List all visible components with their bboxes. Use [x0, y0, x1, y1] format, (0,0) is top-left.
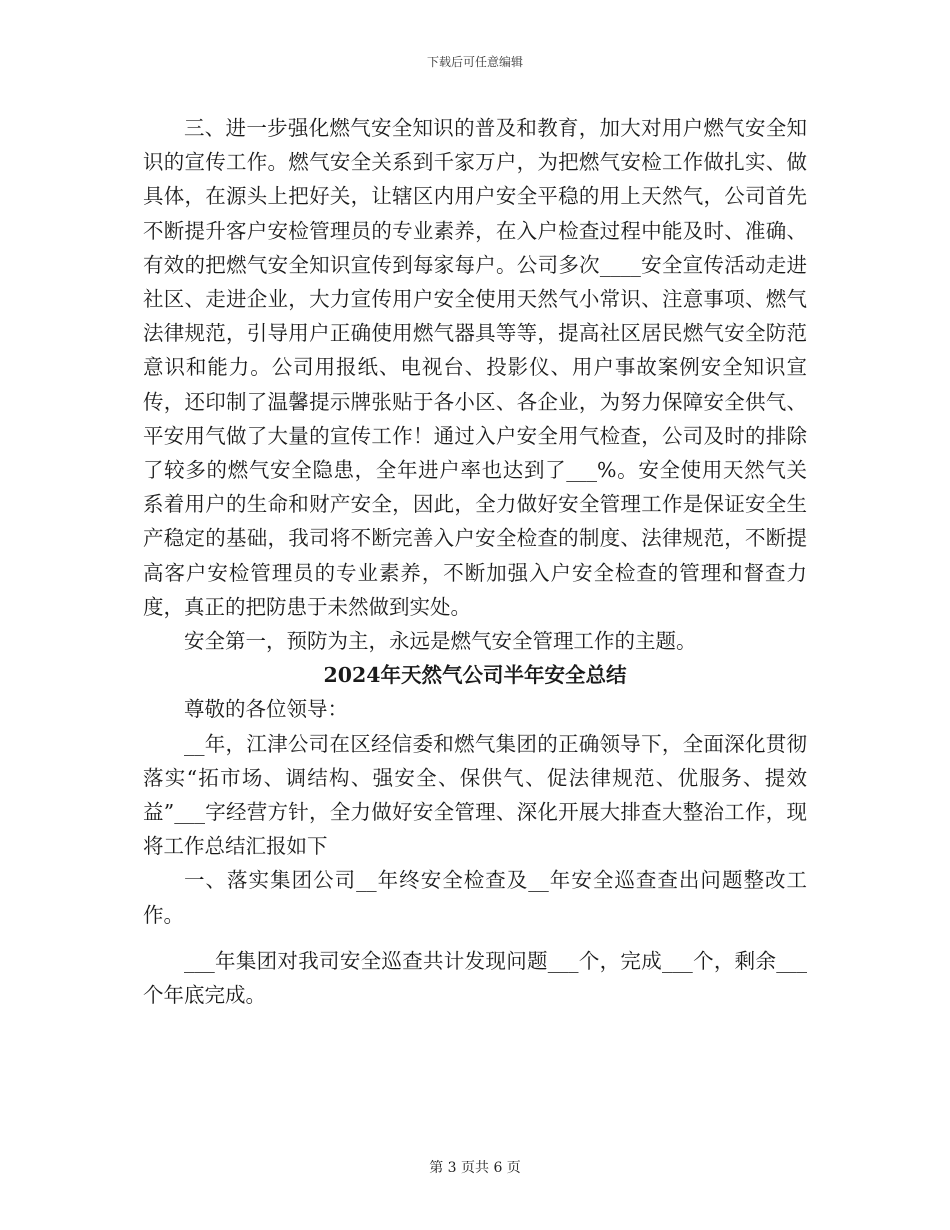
- page-header-note: 下载后可任意编辑: [426, 55, 523, 69]
- paragraph-section-one: 一、落实集团公司__年终安全检查及__年安全巡查查出问题整改工作。: [143, 868, 807, 927]
- salutation: 尊敬的各位领导：: [184, 697, 348, 722]
- paragraph-safety-first: 安全第一，预防为主，永远是燃气安全管理工作的主题。: [184, 629, 697, 654]
- paragraph-intro: __年，江津公司在区经信委和燃气集团的正确领导下，全面深化贯彻落实“拓市场、调结构、强安全、保供气、促法律规范、优服务、提效益”___字经营方针，全力做好安全管理、深化开展大排查大整治工作，现将工作总结汇报如下: [143, 731, 807, 859]
- paragraph-inspection-results: ___年集团对我司安全巡查共计发现问题___个，完成___个，剩余___个年底完成。: [143, 948, 807, 1008]
- page-number: 第 3 页共 6 页: [429, 1160, 521, 1176]
- document-body: [143, 111, 807, 1012]
- paragraph-safety-education: 三、进一步强化燃气安全知识的普及和教育，加大对用户燃气安全知识的宣传工作。燃气安全关系到千家万户，为把燃气安检工作做扎实、做具体，在源头上把好关，让辖区内用户安全平稳的用上天然气，公司首先不断提升客户安检管理员的专业素养，在入户检查过程中能及时、准确、有效的把燃气安全知识宣传到每家每户。公司多次____安全宣传活动走进社区、走进企业，大力宣传用户安全使用天然气小常识、注意事项、燃气法律规范，引导用户正确使用燃气器具等等，提高社区居民燃气安全防范意识和能力。公司用报纸、电视台、投影仪、用户事故案例安全知识宣传，还印制了温馨提示牌张贴于各小区、各企业，为努力保障安全供气、平安用气做了大量的宣传工作！通过入户安全用气检查，公司及时的排除了较多的燃气安全隐患，全年进户率也达到了___%。安全使用天然气关系着用户的生命和财产安全，因此，全力做好安全管理工作是保证安全生产稳定的基础，我司将不断完善入户安全检查的制度、法律规范，不断提高客户安检管理员的专业素养，不断加强入户安全检查的管理和督查力度，真正的把防患于未然做到实处。: [143, 116, 807, 619]
- document-title: 2024年天然气公司半年安全总结: [323, 663, 627, 688]
